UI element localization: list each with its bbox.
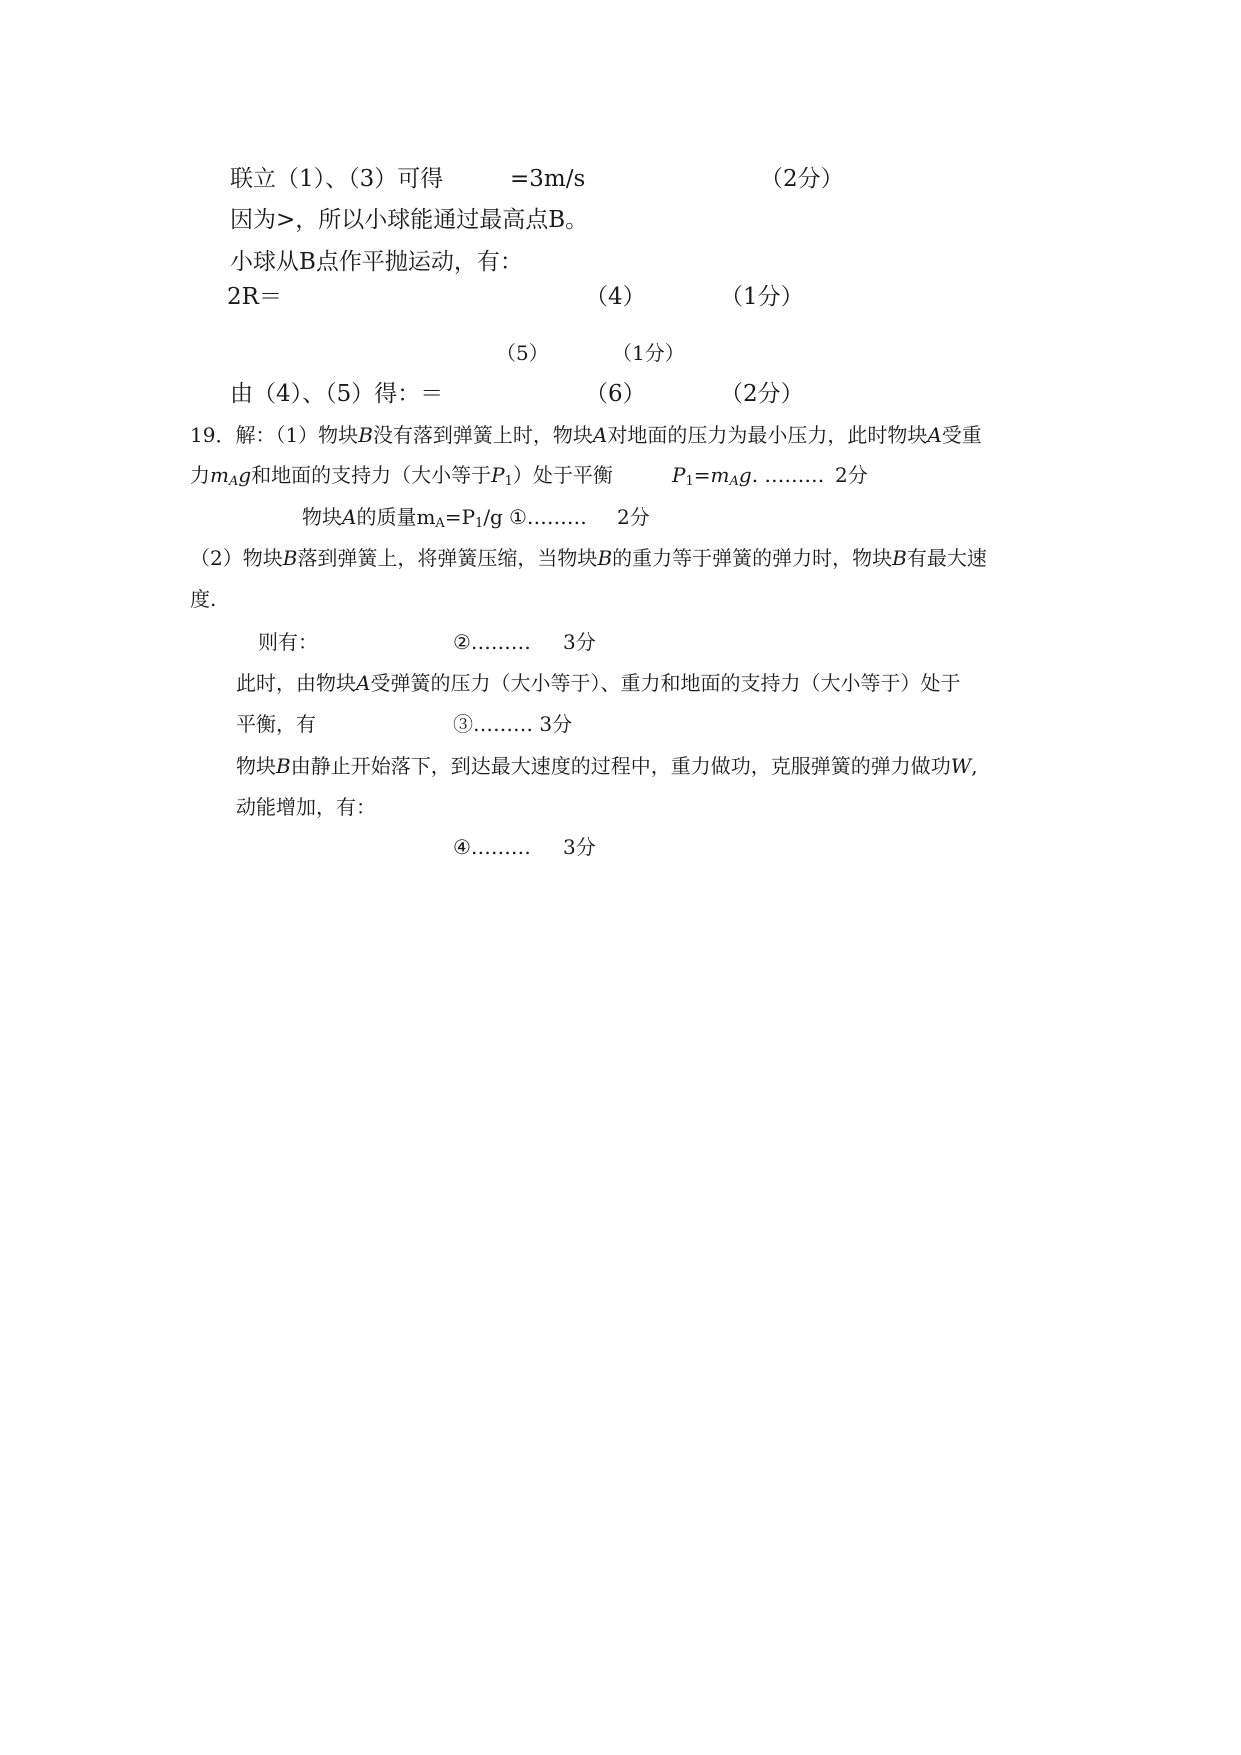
text-run: 没有落到弹簧上时，物块: [372, 423, 593, 447]
equation-number: ①………: [509, 505, 587, 529]
text-line: 平衡，有: [236, 712, 316, 736]
text-run: 受重: [941, 423, 982, 447]
text-line: 由（4）、（5）得：＝: [230, 381, 444, 407]
variable: m: [710, 463, 730, 487]
text-run: 物块: [302, 505, 342, 529]
text-run: 对地面的压力为最小压力，此时物块: [607, 423, 928, 447]
equation-number: ④………: [453, 835, 531, 859]
text-run: ）处于平衡: [512, 463, 613, 487]
text-run: 的质量m: [356, 505, 436, 529]
text-run: 落到弹簧上，将弹簧压缩，当物块: [297, 546, 598, 570]
subscript: 1: [685, 474, 694, 489]
variable: B: [358, 423, 373, 447]
text-run: 19．解：（1）物块: [190, 423, 359, 447]
text-run: =P: [444, 505, 476, 529]
score-label: 3分: [563, 630, 596, 654]
variable: B: [892, 546, 907, 570]
text-line: 度.: [190, 587, 217, 611]
text-run: 联立（1）、（3）可得: [230, 166, 444, 192]
text-line: 动能增加，有：: [236, 795, 376, 819]
variable: A: [592, 423, 608, 447]
equation-result: =3m/s: [510, 166, 586, 192]
text-run: 有最大速: [906, 546, 987, 570]
text-run: 物块: [236, 754, 276, 778]
question-19-line-9: [236, 756, 978, 776]
text-run: ,: [971, 754, 978, 778]
subscript: A: [228, 474, 239, 489]
equation-number: ②………: [453, 630, 531, 654]
question-19-line-1: [190, 425, 982, 445]
variable: B: [597, 546, 613, 570]
equation-number: （5）: [496, 341, 549, 365]
text-line: 小球从B点作平抛运动，有：: [230, 249, 523, 275]
text-run: 受弹簧的压力（大小等于）、重力和地面的支持力（大小等于）处于: [370, 671, 961, 695]
equation-number: ③……… 3分: [453, 712, 573, 736]
variable: A: [927, 423, 942, 447]
variable: m: [210, 463, 229, 487]
text-run: （2）物块: [190, 546, 283, 570]
variable: B: [276, 754, 291, 778]
variable: P: [491, 463, 505, 487]
text-run: . ………: [751, 463, 825, 487]
subscript: 1: [504, 474, 513, 489]
score-label: 2分: [617, 505, 650, 529]
variable: B: [282, 546, 298, 570]
equation-number: （4）: [585, 284, 646, 310]
equation-number: （6）: [585, 381, 646, 407]
text-run: 由静止开始落下，到达最大速度的过程中，重力做功，克服弹簧的弹力做功: [290, 754, 951, 778]
question-19-line-4: [190, 548, 987, 568]
score-label: 3分: [563, 835, 596, 859]
score-label: （2分）: [760, 166, 844, 192]
variable: g: [738, 463, 752, 487]
text-line: [230, 168, 443, 191]
variable: g: [238, 463, 252, 487]
text-run: =: [693, 463, 711, 487]
variable: A: [356, 671, 371, 695]
text-run: 的重力等于弹簧的弹力时，物块: [612, 546, 893, 570]
text-run: 和地面的支持力（大小等于: [251, 463, 492, 487]
score-label: 2分: [835, 463, 868, 487]
subscript: A: [729, 474, 739, 489]
text-line: 则有：: [258, 630, 318, 654]
score-label: （2分）: [720, 381, 804, 407]
subscript: 1: [475, 516, 484, 531]
text-run: 此时，由物块: [236, 671, 356, 695]
question-19-line-2: [190, 465, 613, 488]
text-line: 因为>，所以小球能通过最高点B。: [230, 207, 589, 233]
score-label: （1分）: [612, 341, 685, 365]
variable: A: [342, 505, 357, 529]
question-19-line-3: [302, 507, 503, 530]
equation-lhs: 2R＝: [227, 284, 282, 310]
variable: P: [672, 463, 686, 487]
question-19-line-7: [236, 673, 960, 693]
equation: [672, 465, 824, 488]
subscript: A: [435, 516, 445, 531]
text-run: 力: [190, 463, 210, 487]
variable: W: [950, 754, 972, 778]
text-run: /g: [483, 505, 503, 529]
score-label: （1分）: [720, 284, 804, 310]
